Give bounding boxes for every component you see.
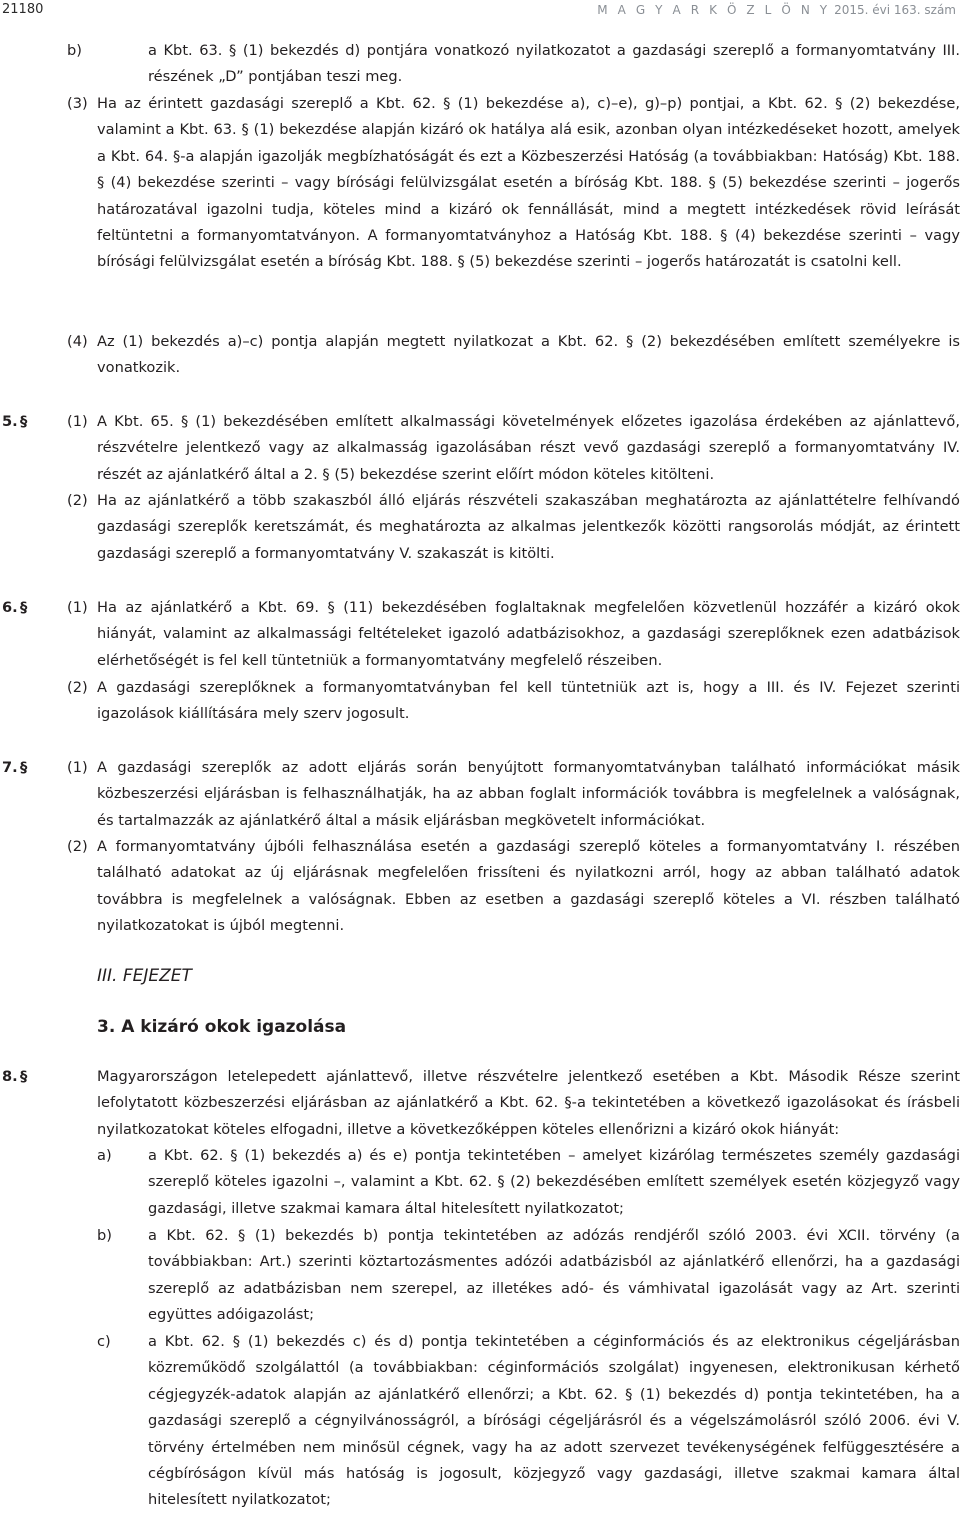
section-symbol: § [20,759,28,776]
point-marker: b) [67,42,82,59]
paragraph-text: Ha az ajánlatkérő a több szakaszból álló eljárás részvételi szakaszában meghatározta az ajánlattételre felhívandó gazdasági szereplők keretszámát, és meghatározta az alkalmas jelentkezők közötti rangsorolás módját, az érintett gazdasági szereplő a formanyomtatvány V. szakaszát is kitölti. [97,492,960,562]
section-6-paragraph-2 [0,675,960,731]
paragraph-marker: (3) [67,95,88,112]
section-symbol: § [20,413,28,430]
issue-number: 2015. évi 163. szám [834,3,956,17]
section-7-paragraph-1 [0,755,960,837]
paragraph-marker: (4) [67,333,88,350]
paragraph-3 [0,91,960,331]
paragraph-marker: (1) [67,413,88,430]
point-text: a Kbt. 62. § (1) bekezdés b) pontja tekintetében az adózás rendjéről szóló 2003. évi XCII. törvény (a továbbiakban: Art.) szerinti köztartozásmentes adózói adatbázisból az ajánlatkérő ellenőrzi, ha a gazdasági szereplő az adatbázisban nem szerepel, az illetékes adó- és vámhivatal igazolását vagy az Art. szerinti együttes adóigazolást; [148,1227,960,1324]
paragraph-marker: (2) [67,838,88,855]
section-7-paragraph-2 [0,834,960,942]
section-symbol: § [20,1068,28,1085]
point-text: a Kbt. 62. § (1) bekezdés a) és e) pontja tekintetében – amelyet kizárólag természetes személy gazdasági szereplő köteles igazolni –, valamint a Kbt. 62. § (2) bekezdésében említett személyek esetén közjegyző vagy gazdasági, illetve szakmai kamara által hitelesített nyilatkozatot; [148,1147,960,1217]
section-8-point-b [0,1223,960,1331]
page-header [0,0,960,22]
paragraph-marker: (1) [67,759,88,776]
paragraph-marker: (1) [67,599,88,616]
running-head [597,3,956,17]
chapter-title: III. FEJEZET [97,966,192,986]
point-marker: a) [97,1147,112,1164]
paragraph-marker: (2) [67,492,88,509]
point-marker: b) [97,1227,112,1244]
section-5-paragraph-2 [0,488,960,570]
page-number: 21180 [2,2,44,17]
paragraph-text: A gazdasági szereplők az adott eljárás során benyújtott formanyomtatványban található információkat másik közbeszerzési eljárásban is felhasználhatják, ha az abban foglalt információk továbbra is megfelelnek a valóságnak, és tartalmazzák az ajánlatkérő által a másik eljárásban megkövetelt információkat. [97,759,960,829]
paragraph-marker: (2) [67,679,88,696]
paragraph-text: Magyarországon letelepedett ajánlattevő, illetve részvételre jelentkező esetében a Kbt. Második Része szerint lefolytatott közbeszerzési eljárásban az ajánlatkérő a Kbt. 62. §-a tekintetében a következő igazolásokat és írásbeli nyilatkozatokat köteles elfogadni, illetve a következőképpen köteles ellenőrizni a kizáró okok hiányát: [97,1068,960,1138]
section-8-point-c [0,1329,960,1509]
point-b [0,38,960,94]
paragraph-text: Ha az ajánlatkérő a Kbt. 69. § (11) bekezdésében foglaltaknak megfelelően közvetlenül hozzáfér a kizáró okok hiányát, valamint az alkalmassági feltételeket igazoló adatbázisokhoz, a gazdasági szereplőknek ezen adatbázisok elérhetőségét is fel kell tüntetniük a formanyomtatvány megfelelő részeiben. [97,599,960,669]
paragraph-text: Az (1) bekezdés a)–c) pontja alapján megtett nyilatkozat a Kbt. 62. § (2) bekezdésében említett személyekre is vonatkozik. [97,333,960,377]
paragraph-text: A Kbt. 65. § (1) bekezdésében említett alkalmassági követelmények előzetes igazolása érdekében az ajánlattevő, részvételre jelentkező vagy az alkalmasság igazolásában részt vevő gazdasági szereplő a formanyomtatvány IV. részét az ajánlatkérő által a 2. § (5) bekezdése szerint előírt módon köteles kitölteni. [97,413,960,483]
section-number: 6. [2,599,18,616]
point-text: a Kbt. 62. § (1) bekezdés c) és d) pontja tekintetében a céginformációs és az elektronikus cégeljárásban közreműködő szolgálattól (a továbbiakban: céginformációs szolgálat) ingyenesen, elektronikusan kérhető cégjegyzék-adatok alapján az ajánlatkérő ellenőrzi; a Kbt. 62. § (1) bekezdés d) pontja tekintetében, ha a gazdasági szereplő a cégnyilvánosságról, a bírósági cégeljárásról és a végelszámolásról szóló 2006. évi V. törvény értelmében nem minősül cégnek, vagy ha az adott szervezet tevékenységének felfüggesztésére a cégbíróságon kívül más hatóság is jogosult, közjegyző vagy gazdasági, illetve szakmai kamara által hitelesített nyilatkozatot; [148,1333,960,1509]
section-number: 5. [2,413,18,430]
paragraph-text: Ha az érintett gazdasági szereplő a Kbt. 62. § (1) bekezdése a), c)–e), g)–p) pontjai, a Kbt. 62. § (2) bekezdése, valamint a Kbt. 63. § (1) bekezdése alapján kizáró ok hatálya alá esik, azonban olyan intézkedéseket hozott, amelyek a Kbt. 64. §-a alapján igazolják megbízhatóságát és ezt a Közbeszerzési Hatóság (a továbbiakban: Hatóság) Kbt. 188. § (4) bekezdése szerinti – vagy bírósági felülvizsgálat esetén a bíróság Kbt. 188. § (5) bekezdése szerinti – jogerős határozatával igazolni tudja, köteles mind a kizáró ok fennállását, mind a megtett intézkedések rövid leírását feltüntetni a formanyomtatványon. A formanyomtatványhoz a Hatóság Kbt. 188. § (4) bekezdése szerinti – vagy bírósági felülvizsgálat esetén a bíróság Kbt. 188. § (5) bekezdése szerinti – jogerős határozatát is csatolni kell. [97,95,960,271]
point-text: a Kbt. 63. § (1) bekezdés d) pontjára vonatkozó nyilatkozatot a gazdasági szereplő a formanyomtatvány III. részének „D” pontjában teszi meg. [148,42,960,86]
section-6-paragraph-1 [0,595,960,677]
paragraph-4 [0,329,960,385]
section-heading: 3. A kizáró okok igazolása [97,1017,347,1037]
section-number: 7. [2,759,18,776]
paragraph-text: A gazdasági szereplőknek a formanyomtatványban fel kell tüntetniük azt is, hogy a III. és IV. Fejezet szerinti igazolások kiállítására mely szerv jogosult. [97,679,960,723]
section-number: 8. [2,1068,18,1085]
section-symbol: § [20,599,28,616]
section-8-intro [0,1064,960,1146]
point-marker: c) [97,1333,111,1350]
paragraph-text: A formanyomtatvány újbóli felhasználása esetén a gazdasági szereplő köteles a formanyomtatvány I. részében található adatokat az új eljárásnak megfelelően frissíteni és nyilatkozni arról, hogy az abban található adatok továbbra is megfelelnek a valóságnak. Ebben az esetben a gazdasági szereplő köteles a VI. részben található nyilatkozatokat is újból megtenni. [97,838,960,935]
masthead-title: M A G Y A R K Ö Z L Ö N Y [597,3,831,17]
section-8-point-a [0,1143,960,1225]
section-5-paragraph-1 [0,409,960,491]
